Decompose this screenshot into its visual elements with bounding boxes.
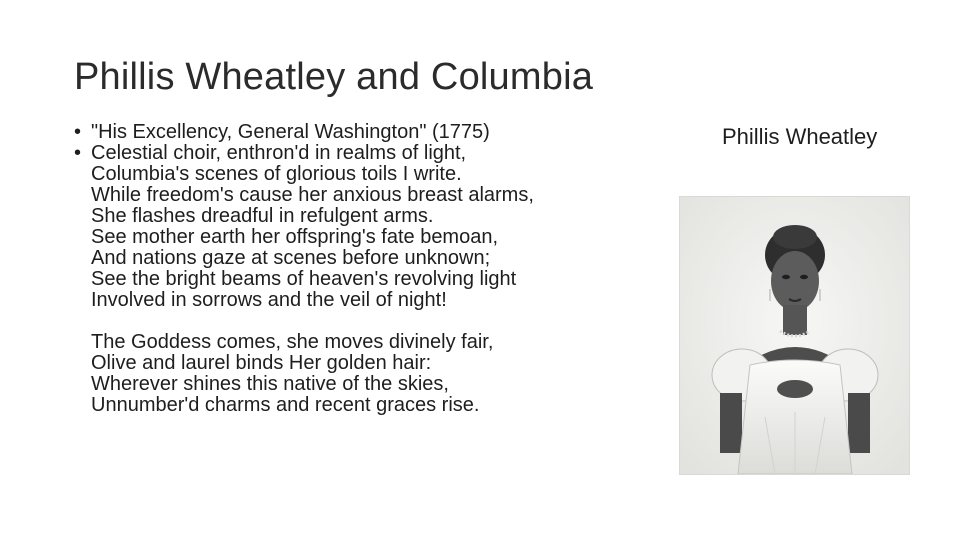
poem-line: Olive and laurel binds Her golden hair: — [91, 352, 432, 374]
bullet-line: "His Excellency, General Washington" (1775) — [91, 121, 490, 143]
portrait-image — [679, 196, 910, 475]
bullet-item-2 — [74, 143, 644, 311]
poem-line: See the bright beams of heaven's revolving light — [91, 268, 517, 290]
poem-line: Involved in sorrows and the veil of night! — [91, 289, 447, 311]
poem-line: While freedom's cause her anxious breast alarms, — [91, 184, 534, 206]
poem-line: The Goddess comes, she moves divinely fair, — [91, 331, 494, 353]
portrait-illustration — [680, 197, 909, 474]
poem-stanza-2 — [91, 332, 644, 416]
poem-line: She flashes dreadful in refulgent arms. — [91, 205, 434, 227]
poem-stanza-1 — [91, 143, 644, 311]
poem-line: See mother earth her offspring's fate bemoan, — [91, 226, 499, 248]
poem-line: Wherever shines this native of the skies, — [91, 373, 449, 395]
bullet-item-1 — [74, 122, 644, 143]
bullet-list — [74, 122, 644, 416]
poem-line: Unnumber'd charms and recent graces rise. — [91, 394, 480, 416]
poem-line: Columbia's scenes of glorious toils I write. — [91, 163, 462, 185]
slide-title: Phillis Wheatley and Columbia — [74, 56, 594, 98]
poem-line: Celestial choir, enthron'd in realms of light, — [91, 142, 467, 164]
image-caption: Phillis Wheatley — [722, 124, 878, 149]
bullet-mark: • — [74, 142, 82, 164]
poem-line: And nations gaze at scenes before unknown; — [91, 247, 491, 269]
bullet-mark: • — [74, 121, 82, 143]
